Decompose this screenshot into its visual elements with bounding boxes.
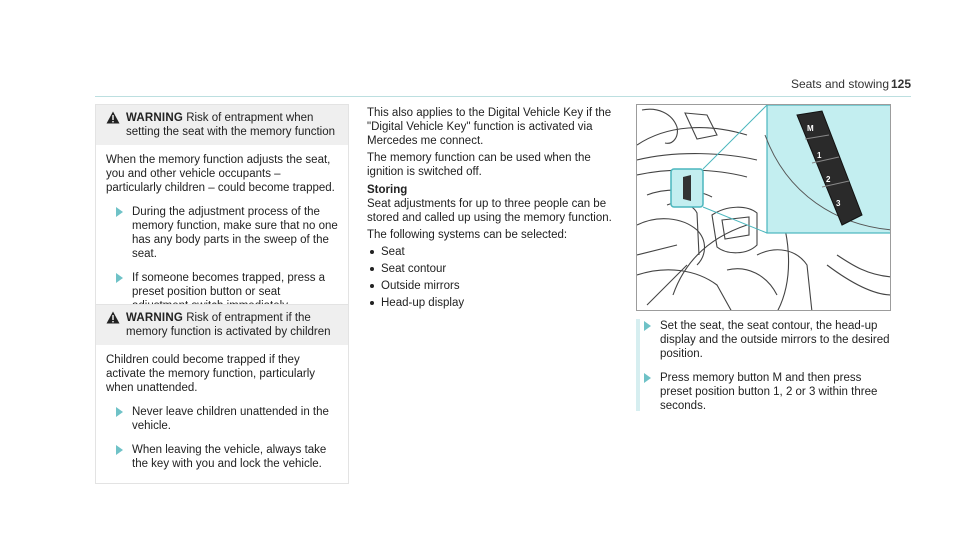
arrow-right-icon (644, 321, 651, 331)
select-text: The following systems can be selected: (367, 229, 568, 241)
warning-bullet (106, 443, 338, 471)
door-panel-drawing (637, 105, 891, 311)
arrow-right-icon (116, 207, 123, 217)
warning-bullet (106, 405, 338, 433)
digital-key-note: This also applies to the Digital Vehicle Key if the "Digital Vehicle Key" function is activated via Mercedes me connect. (367, 107, 612, 147)
arrow-right-icon (116, 407, 123, 417)
warning-header (96, 305, 348, 345)
warning-bullet-text: Never leave children unattended in the vehicle. (132, 406, 329, 432)
storing-heading: Storing (367, 184, 408, 196)
memory-button-m: M (807, 124, 814, 133)
step-item (636, 371, 891, 413)
door-panel-illustration (636, 104, 891, 311)
warning-triangle-icon (106, 311, 120, 324)
warning-bullet-text: When leaving the vehicle, always take the key with you and lock the vehicle. (132, 444, 327, 470)
warning-triangle-icon (106, 111, 120, 124)
memory-button-1: 1 (817, 151, 822, 160)
memory-button-2: 2 (826, 175, 831, 184)
page-number: 125 (890, 77, 911, 91)
warning-box-entrapment-seat (95, 104, 349, 332)
step-item (636, 319, 891, 361)
list-item: Outside mirrors (367, 279, 619, 293)
warning-text: Children could become trapped if they activate the memory function, particularly when unattended. (106, 354, 316, 394)
warning-text: When the memory function adjusts the seat, you and other vehicle occupants – particularly children – could become trapped. (106, 154, 335, 194)
header-rule (95, 96, 911, 97)
warning-bullet-text: During the adjustment process of the memory function, make sure that no one has any body parts in the sweep of the seat. (132, 206, 338, 260)
page-header (0, 0, 960, 100)
warning-bullet-text: If someone becomes trapped, press a preset position button or seat (132, 272, 326, 298)
memory-button-3: 3 (836, 199, 841, 208)
warning-bullet (106, 205, 338, 261)
arrow-right-icon (644, 373, 651, 383)
warning-body (96, 345, 348, 483)
memory-function-text (367, 106, 619, 310)
arrow-right-icon (116, 445, 123, 455)
list-item: Seat contour (367, 262, 619, 276)
warning-label: WARNING (126, 312, 183, 324)
warning-box-entrapment-children (95, 304, 349, 484)
step-text: Press memory button M and then press preset position button 1, 2 or 3 within three seconds. (660, 372, 878, 412)
arrow-right-icon (116, 273, 123, 283)
storing-text: Seat adjustments for up to three people can be stored and called up using the memory function. (367, 198, 612, 224)
list-item: Head-up display (367, 296, 619, 310)
instruction-steps (636, 319, 891, 423)
step-text: Set the seat, the seat contour, the head-up display and the outside mirrors to the desired position. (660, 320, 890, 360)
warning-title: Risk of entrapment when setting the seat with the memory function (126, 112, 336, 138)
warning-label: WARNING (126, 112, 183, 124)
ignition-note: The memory function can be used when the ignition is switched off. (367, 152, 591, 178)
list-item: Seat (367, 245, 619, 259)
warning-title: Risk of entrapment if the memory function is activated by children (126, 312, 331, 338)
section-title: Seats and stowing (790, 77, 889, 91)
warning-header (96, 105, 348, 145)
